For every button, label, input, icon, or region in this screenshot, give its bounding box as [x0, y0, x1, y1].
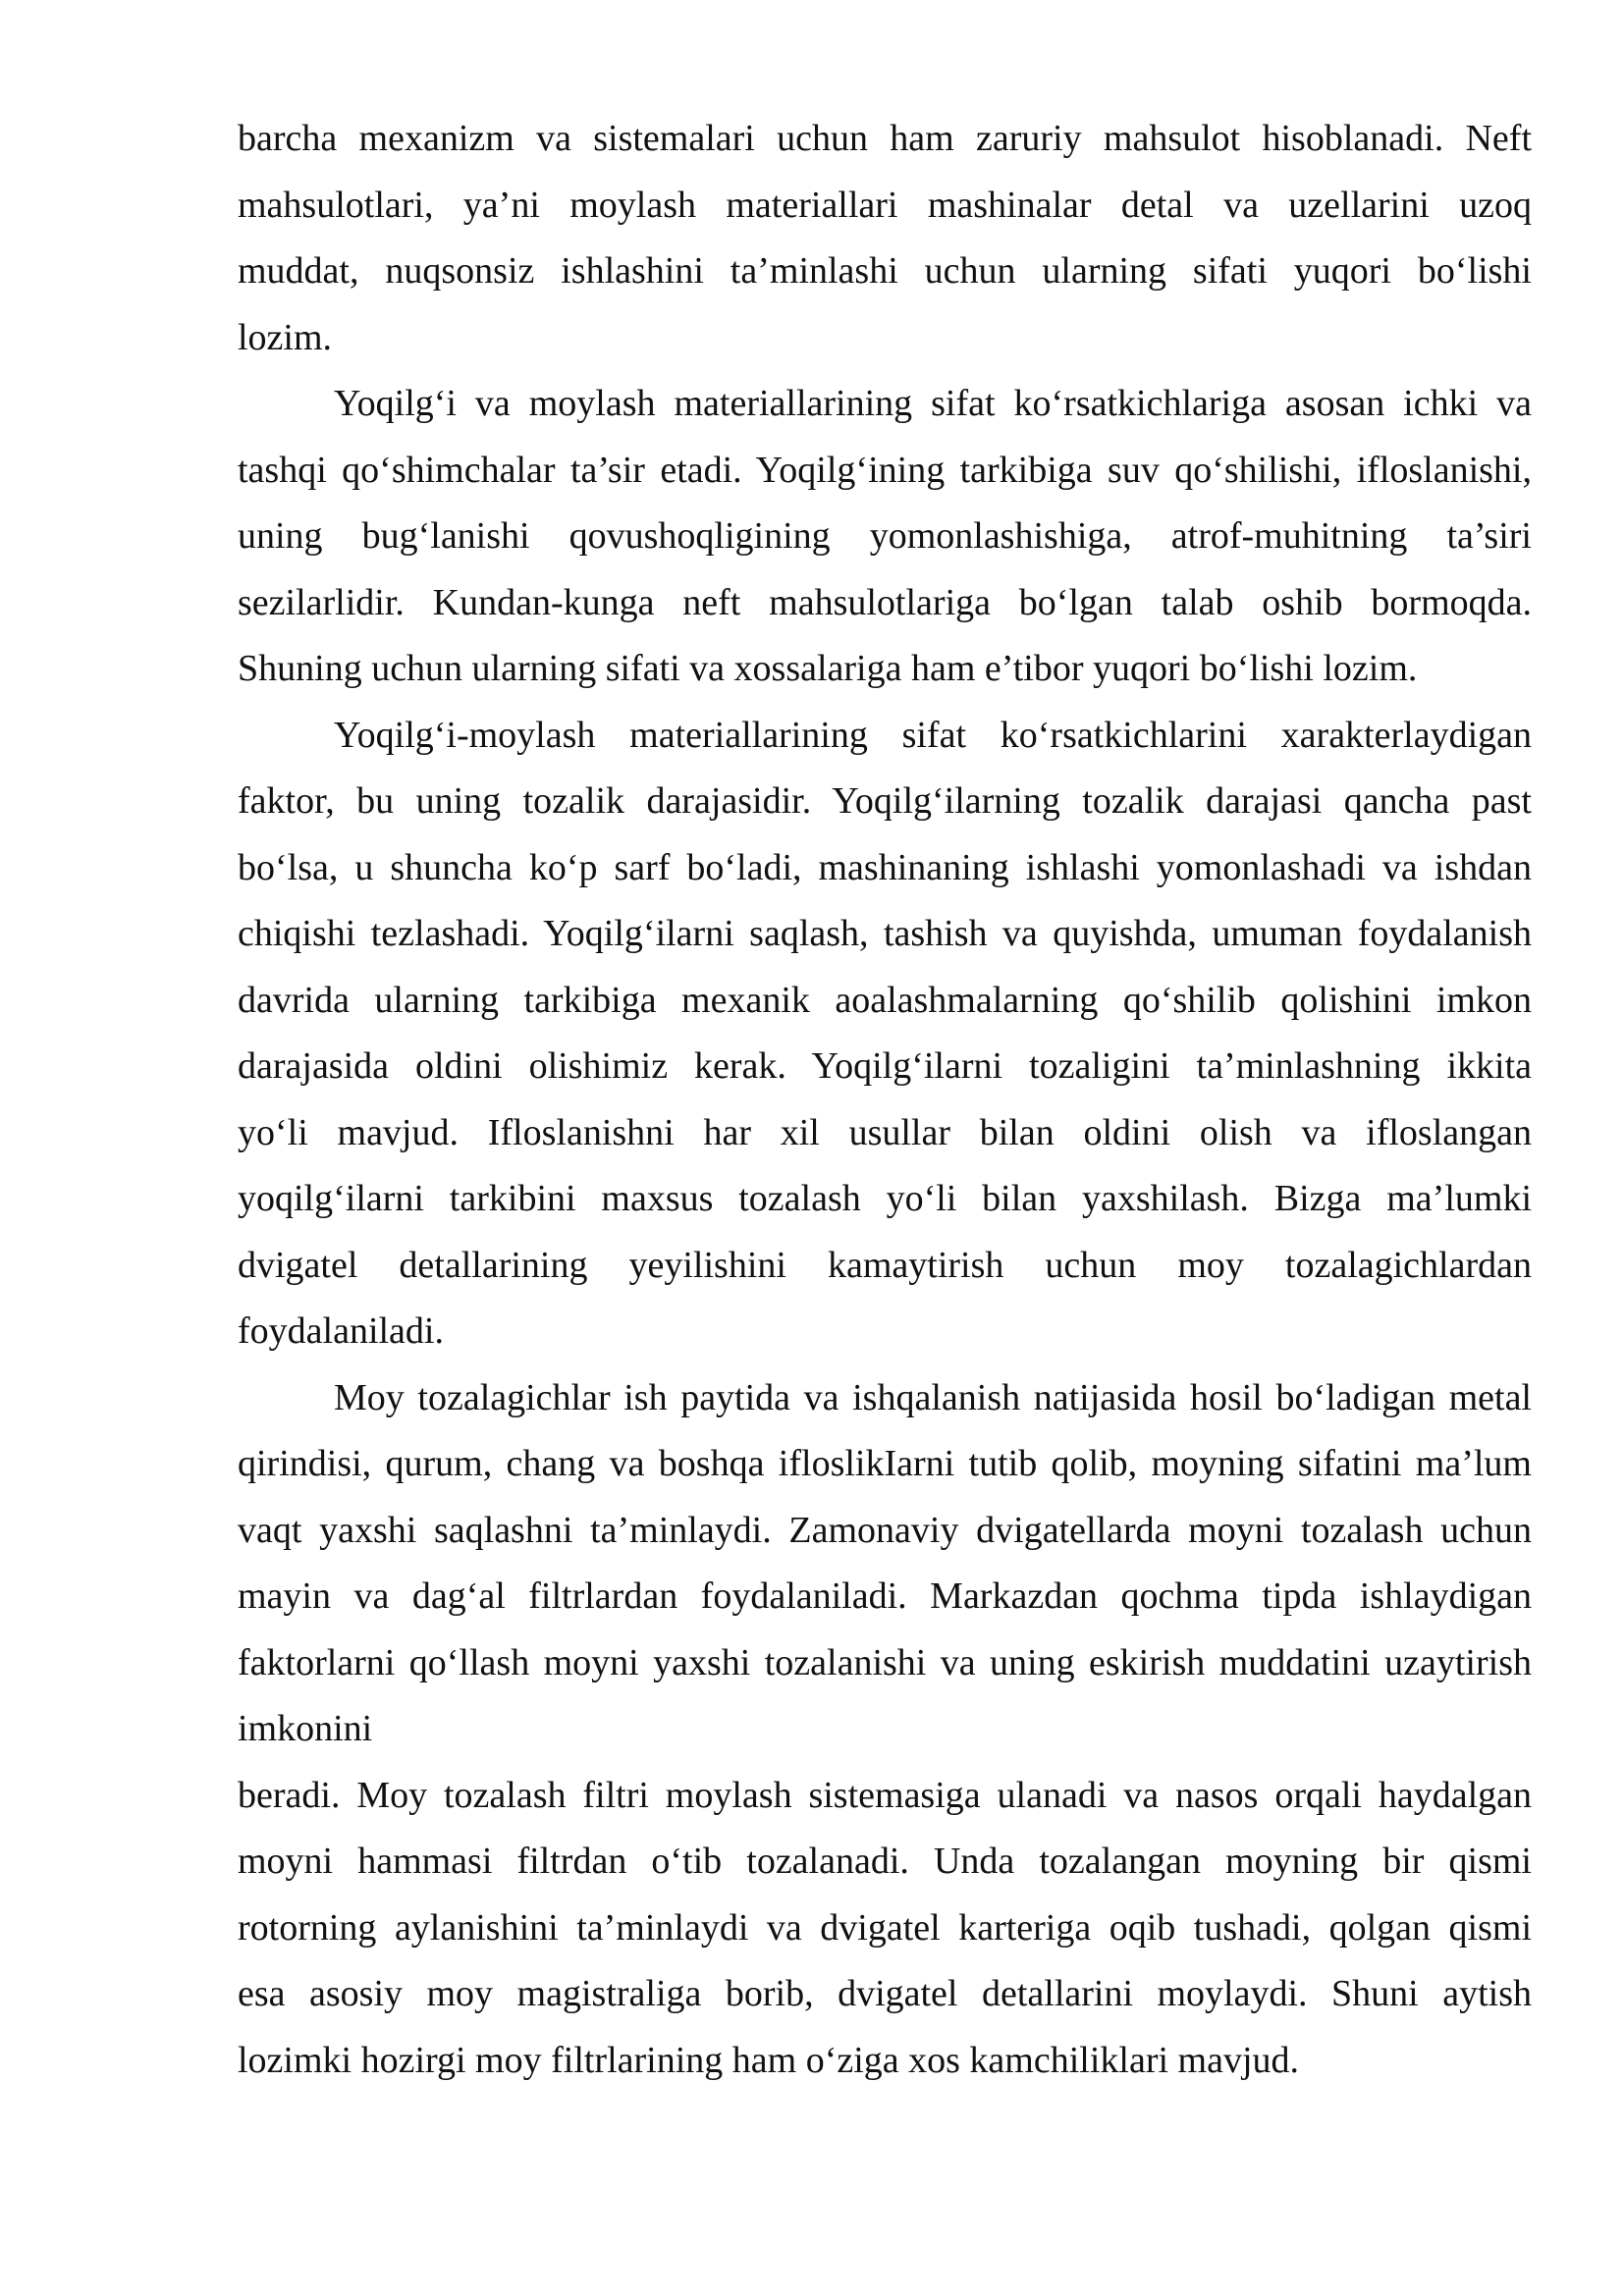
- text-line: imkonini: [238, 1708, 373, 1749]
- text-line: sezilarlidir. Kundan-kunga neft mahsulotlariga bo‘lgan talab oshib bormoqda.: [238, 581, 1532, 623]
- text-line: Shuning uchun ularning sifati va xossalariga ham e’tibor yuqori bo‘lishi lozim.: [238, 648, 1418, 689]
- text-line: tashqi qo‘shimchalar ta’sir etadi. Yoqilg‘ining tarkibiga suv qo‘shilishi, ifloslanishi,: [238, 449, 1532, 491]
- text-line: uning bug‘lanishi qovushoqligining yomonlashishiga, atrof-muhitning ta’siri: [238, 515, 1532, 557]
- text-line: muddat, nuqsonsiz ishlashini ta’minlashi uchun ularning sifati yuqori bo‘lishi: [238, 250, 1532, 292]
- text-line: faktorlarni qo‘llash moyni yaxshi tozalanishi va uning eskirish muddatini uzaytirish: [238, 1641, 1532, 1683]
- text-line: Yoqilg‘i va moylash materiallarining sifat ko‘rsatkichlariga asosan ichki va: [334, 383, 1532, 424]
- text-line: mayin va dag‘al filtrlardan foydalaniladi. Markazdan qochma tipda ishlaydigan: [238, 1575, 1532, 1617]
- text-line: mahsulotlari, ya’ni moylash materiallari mashinalar detal va uzellarini uzoq: [238, 184, 1532, 226]
- text-line: yo‘li mavjud. Ifloslanishni har xil usullar bilan oldini olish va ifloslangan: [238, 1111, 1532, 1153]
- text-line: Moy tozalagichlar ish paytida va ishqalanish natijasida hosil bo‘ladigan metal: [334, 1376, 1532, 1418]
- text-line: bo‘lsa, u shuncha ko‘p sarf bo‘ladi, mashinaning ishlashi yomonlashadi va ishdan: [238, 846, 1532, 888]
- text-line: davrida ularning tarkibiga mexanik aoalashmalarning qo‘shilib qolishini imkon: [238, 979, 1532, 1021]
- text-line: dvigatel detallarining yeyilishini kamaytirish uchun moy tozalagichlardan: [238, 1244, 1532, 1286]
- text-line: lozimki hozirgi moy filtrlarining ham o‘ziga xos kamchiliklari mavjud.: [238, 2039, 1300, 2081]
- text-line: faktor, bu uning tozalik darajasidir. Yoqilg‘ilarning tozalik darajasi qancha past: [238, 780, 1532, 822]
- text-line: moyni hammasi filtrdan o‘tib tozalanadi. Unda tozalangan moyning bir qismi: [238, 1841, 1532, 1882]
- paragraph-3: [238, 703, 1532, 1365]
- paragraph-2: [238, 371, 1532, 703]
- text-line: qirindisi, qurum, chang va boshqa ifloslikIarni tutib qolib, moyning sifatini ma’lum: [238, 1443, 1532, 1484]
- text-line: esa asosiy moy magistraliga borib, dvigatel detallarini moylaydi. Shuni aytish: [238, 1973, 1532, 2014]
- text-line: yoqilg‘ilarni tarkibini maxsus tozalash yo‘li bilan yaxshilash. Bizga ma’lumki: [238, 1178, 1532, 1219]
- text-line: foydalaniladi.: [238, 1310, 444, 1352]
- paragraph-1: [238, 106, 1532, 371]
- text-line: vaqt yaxshi saqlashni ta’minlaydi. Zamonaviy dvigatellarda moyni tozalash uchun: [238, 1509, 1532, 1551]
- paragraph-5: [238, 1763, 1532, 2095]
- document-page: [238, 106, 1532, 2094]
- text-line: chiqishi tezlashadi. Yoqilg‘ilarni saqlash, tashish va quyishda, umuman foydalanish: [238, 913, 1532, 954]
- text-line: beradi. Moy tozalash filtri moylash sistemasiga ulanadi va nasos orqali haydalgan: [238, 1774, 1532, 1816]
- text-line: rotorning aylanishini ta’minlaydi va dvigatel karteriga oqib tushadi, qolgan qismi: [238, 1906, 1532, 1949]
- paragraph-4: [238, 1365, 1532, 1763]
- text-line: darajasida oldini olishimiz kerak. Yoqilg‘ilarni tozaligini ta’minlashning ikkita: [238, 1045, 1532, 1087]
- text-line: Yoqilg‘i-moylash materiallarining sifat ko‘rsatkichlarini xarakterlaydigan: [334, 714, 1532, 756]
- text-line: lozim.: [238, 316, 333, 358]
- text-line: barcha mexanizm va sistemalari uchun ham zaruriy mahsulot hisoblanadi. Neft: [238, 118, 1532, 159]
